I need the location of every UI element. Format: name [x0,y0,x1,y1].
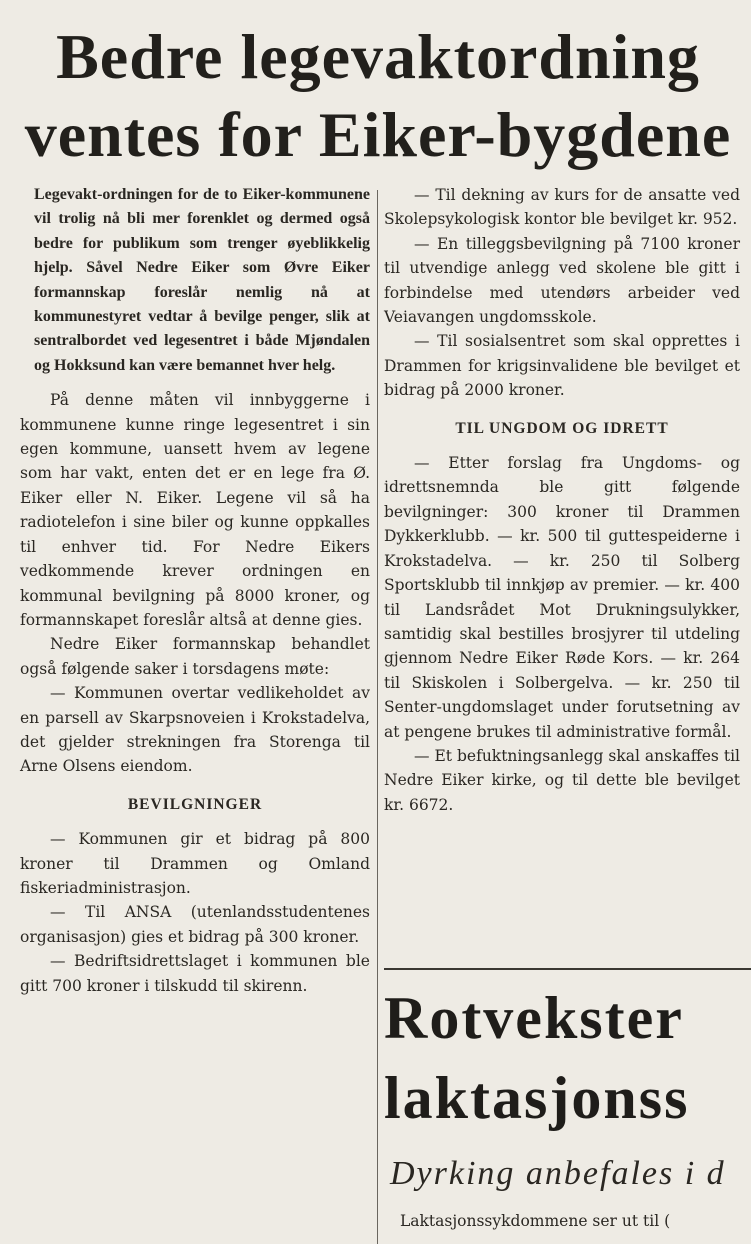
bevilgninger-paragraph-1: — Kommunen gir et bidrag på 800 kroner til Drammen og Omland fiskeriadministrasjon. [20,830,370,897]
main-headline [8,18,748,174]
column-rule [377,190,378,1244]
lead-paragraph: Legevakt-ordningen for de to Eiker-kommunene vil trolig nå bli mer forenklet og dermed også bedre for publikum som trenger øyeblikkelig hjelp. Såvel Nedre Eiker som Øvre Eiker formannskap foreslår nemlig nå at kommunestyret vedtar å bevilge penger, slik at sentralbordet ved legesentret i både Mjøndalen og Hokksund kan være bemannet hver helg. [34,186,370,374]
ungdom-paragraph-2: — Et befuktningsanlegg skal anskaffes til Nedre Eiker kirke, og til dette ble bevilget kr. 6672. [384,746,740,814]
bevilgninger-paragraph-2: — Til ANSA (utenlandsstudentenes organisasjon) gies et bidrag på 300 kroner. [20,903,370,946]
second-body-start: Laktasjonssykdommene ser ut til ( [400,1212,671,1230]
body-paragraph-2: Nedre Eiker formannskap behandlet også følgende saker i torsdagens møte: [20,635,370,678]
main-headline-line-1: Bedre legevaktordning [56,21,700,92]
subhead-ungdom-og-idrett: TIL UNGDOM OG IDRETT [455,419,669,437]
right-paragraph-1: — Til dekning av kurs for de ansatte ved Skolepsykologisk kontor ble bevilget kr. 952. [384,186,740,229]
second-headline-line-1: Rotvekster [384,985,684,1051]
right-paragraph-3: — Til sosialsentret som skal opprettes i Drammen for krigsinvalidene ble bevilget et bidrag på 2000 kroner. [384,332,740,400]
subhead-bevilgninger: BEVILGNINGER [127,795,263,813]
article-divider [384,968,751,970]
left-column [20,183,370,998]
ungdom-paragraph-1: — Etter forslag fra Ungdoms- og idrettsnemnda ble gitt følgende bevilgninger: 300 kroner til Drammen Dykkerklubb. — kr. 500 til guttespeiderne i Krokstadelva. — kr. 250 til Solberg Sportsklubb til innkjøp av premier. — kr. 400 til Landsrådet Mot Drukningsulykker, samtidig skal bestilles brosjyrer til utdeling gjennom Nedre Eiker Røde Kors. — kr. 264 til Skiskolen i Solbergelva. — kr. 250 til Senter-ungdomslaget under forutsetning av at pengene brukes til administrative formål. [384,454,740,741]
bevilgninger-paragraph-3: — Bedriftsidrettslaget i kommunen ble gitt 700 kroner i tilskudd til skirenn. [20,952,370,995]
second-headline [384,978,751,1138]
right-paragraph-2: — En tilleggsbevilgning på 7100 kroner til utvendige anlegg ved skolene ble gitt i forbindelse med utendørs arbeider ved Veiavangen ungdomsskole. [384,234,740,327]
main-headline-line-2: ventes for Eiker-bygdene [24,99,732,170]
body-paragraph-1: På denne måten vil innbyggerne i kommunene kunne ringe legesentret i sin egen kommune, uansett hvem av legene som har vakt, enten det er en lege fra Ø. Eiker eller N. Eiker. Legene vil så ha radiotelefon i sine biler og kunne oppkalles til enhver tid. For Nedre Eikers vedkommende krever ordningen en kommunal bevilgning på 8000 kroner, og formannskapet foreslår altså at denne gies. [20,391,370,629]
second-subheadline: Dyrking anbefales i d [390,1155,726,1192]
body-paragraph-3: — Kommunen overtar vedlikeholdet av en parsell av Skarpsnoveien i Krokstadelva, det gjelder strekningen fra Storenga til Arne Olsens eiendom. [20,684,370,776]
second-headline-line-2: laktasjonss [384,1065,690,1131]
right-column [384,183,740,817]
